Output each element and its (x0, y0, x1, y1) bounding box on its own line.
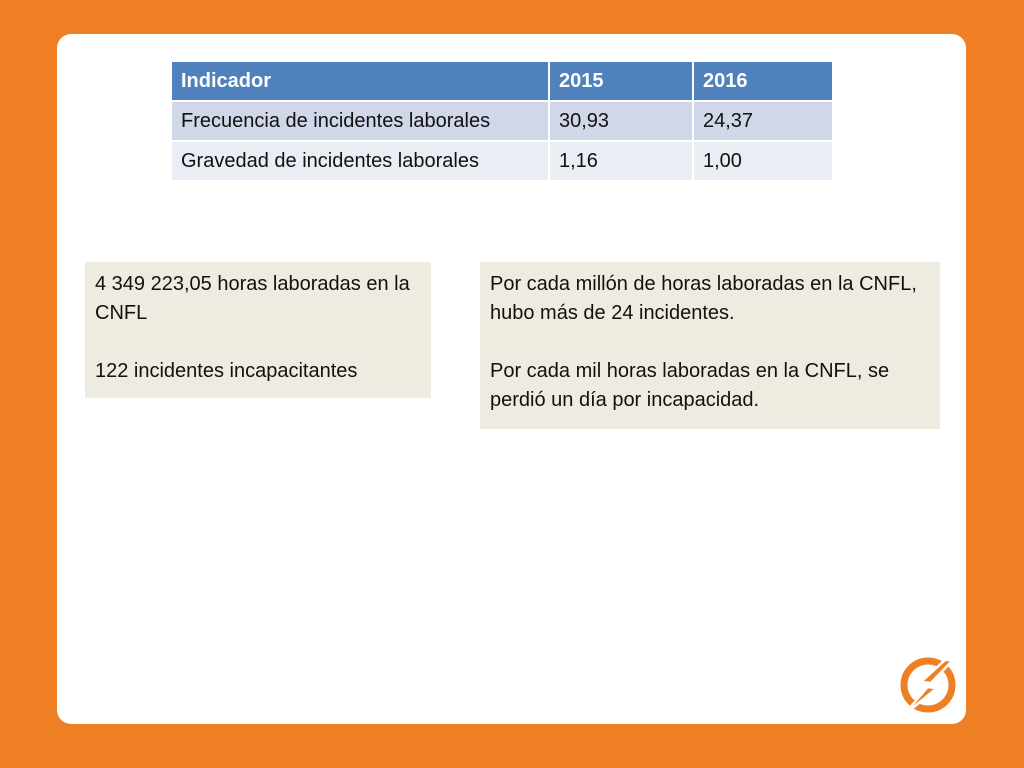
cell-2015-value: 30,93 (550, 102, 692, 140)
hours-incidents-note (85, 262, 431, 398)
severity-interpretation: Por cada mil horas laboradas en la CNFL, se perdió un día por incapacidad. (490, 360, 890, 411)
hours-text: 4 349 223,05 horas laboradas en la CNFL (95, 273, 410, 324)
cell-2016-value: 1,00 (694, 142, 832, 180)
table-header-row (172, 62, 832, 100)
header-2015: 2015 (550, 62, 692, 100)
header-2016: 2016 (694, 62, 832, 100)
indicators-table (170, 60, 834, 182)
incidents-text: 122 incidentes incapacitantes (95, 360, 358, 382)
lightning-circle-icon (893, 652, 963, 722)
cell-2015-value: 1,16 (550, 142, 692, 180)
cell-2016-value: 24,37 (694, 102, 832, 140)
interpretation-note (480, 262, 940, 429)
header-indicador: Indicador (172, 62, 548, 100)
table-row (172, 102, 832, 140)
table-row (172, 142, 832, 180)
frequency-interpretation: Por cada millón de horas laboradas en la CNFL, hubo más de 24 incidentes. (490, 273, 917, 324)
cell-indicator-name: Gravedad de incidentes laborales (172, 142, 548, 180)
cell-indicator-name: Frecuencia de incidentes laborales (172, 102, 548, 140)
